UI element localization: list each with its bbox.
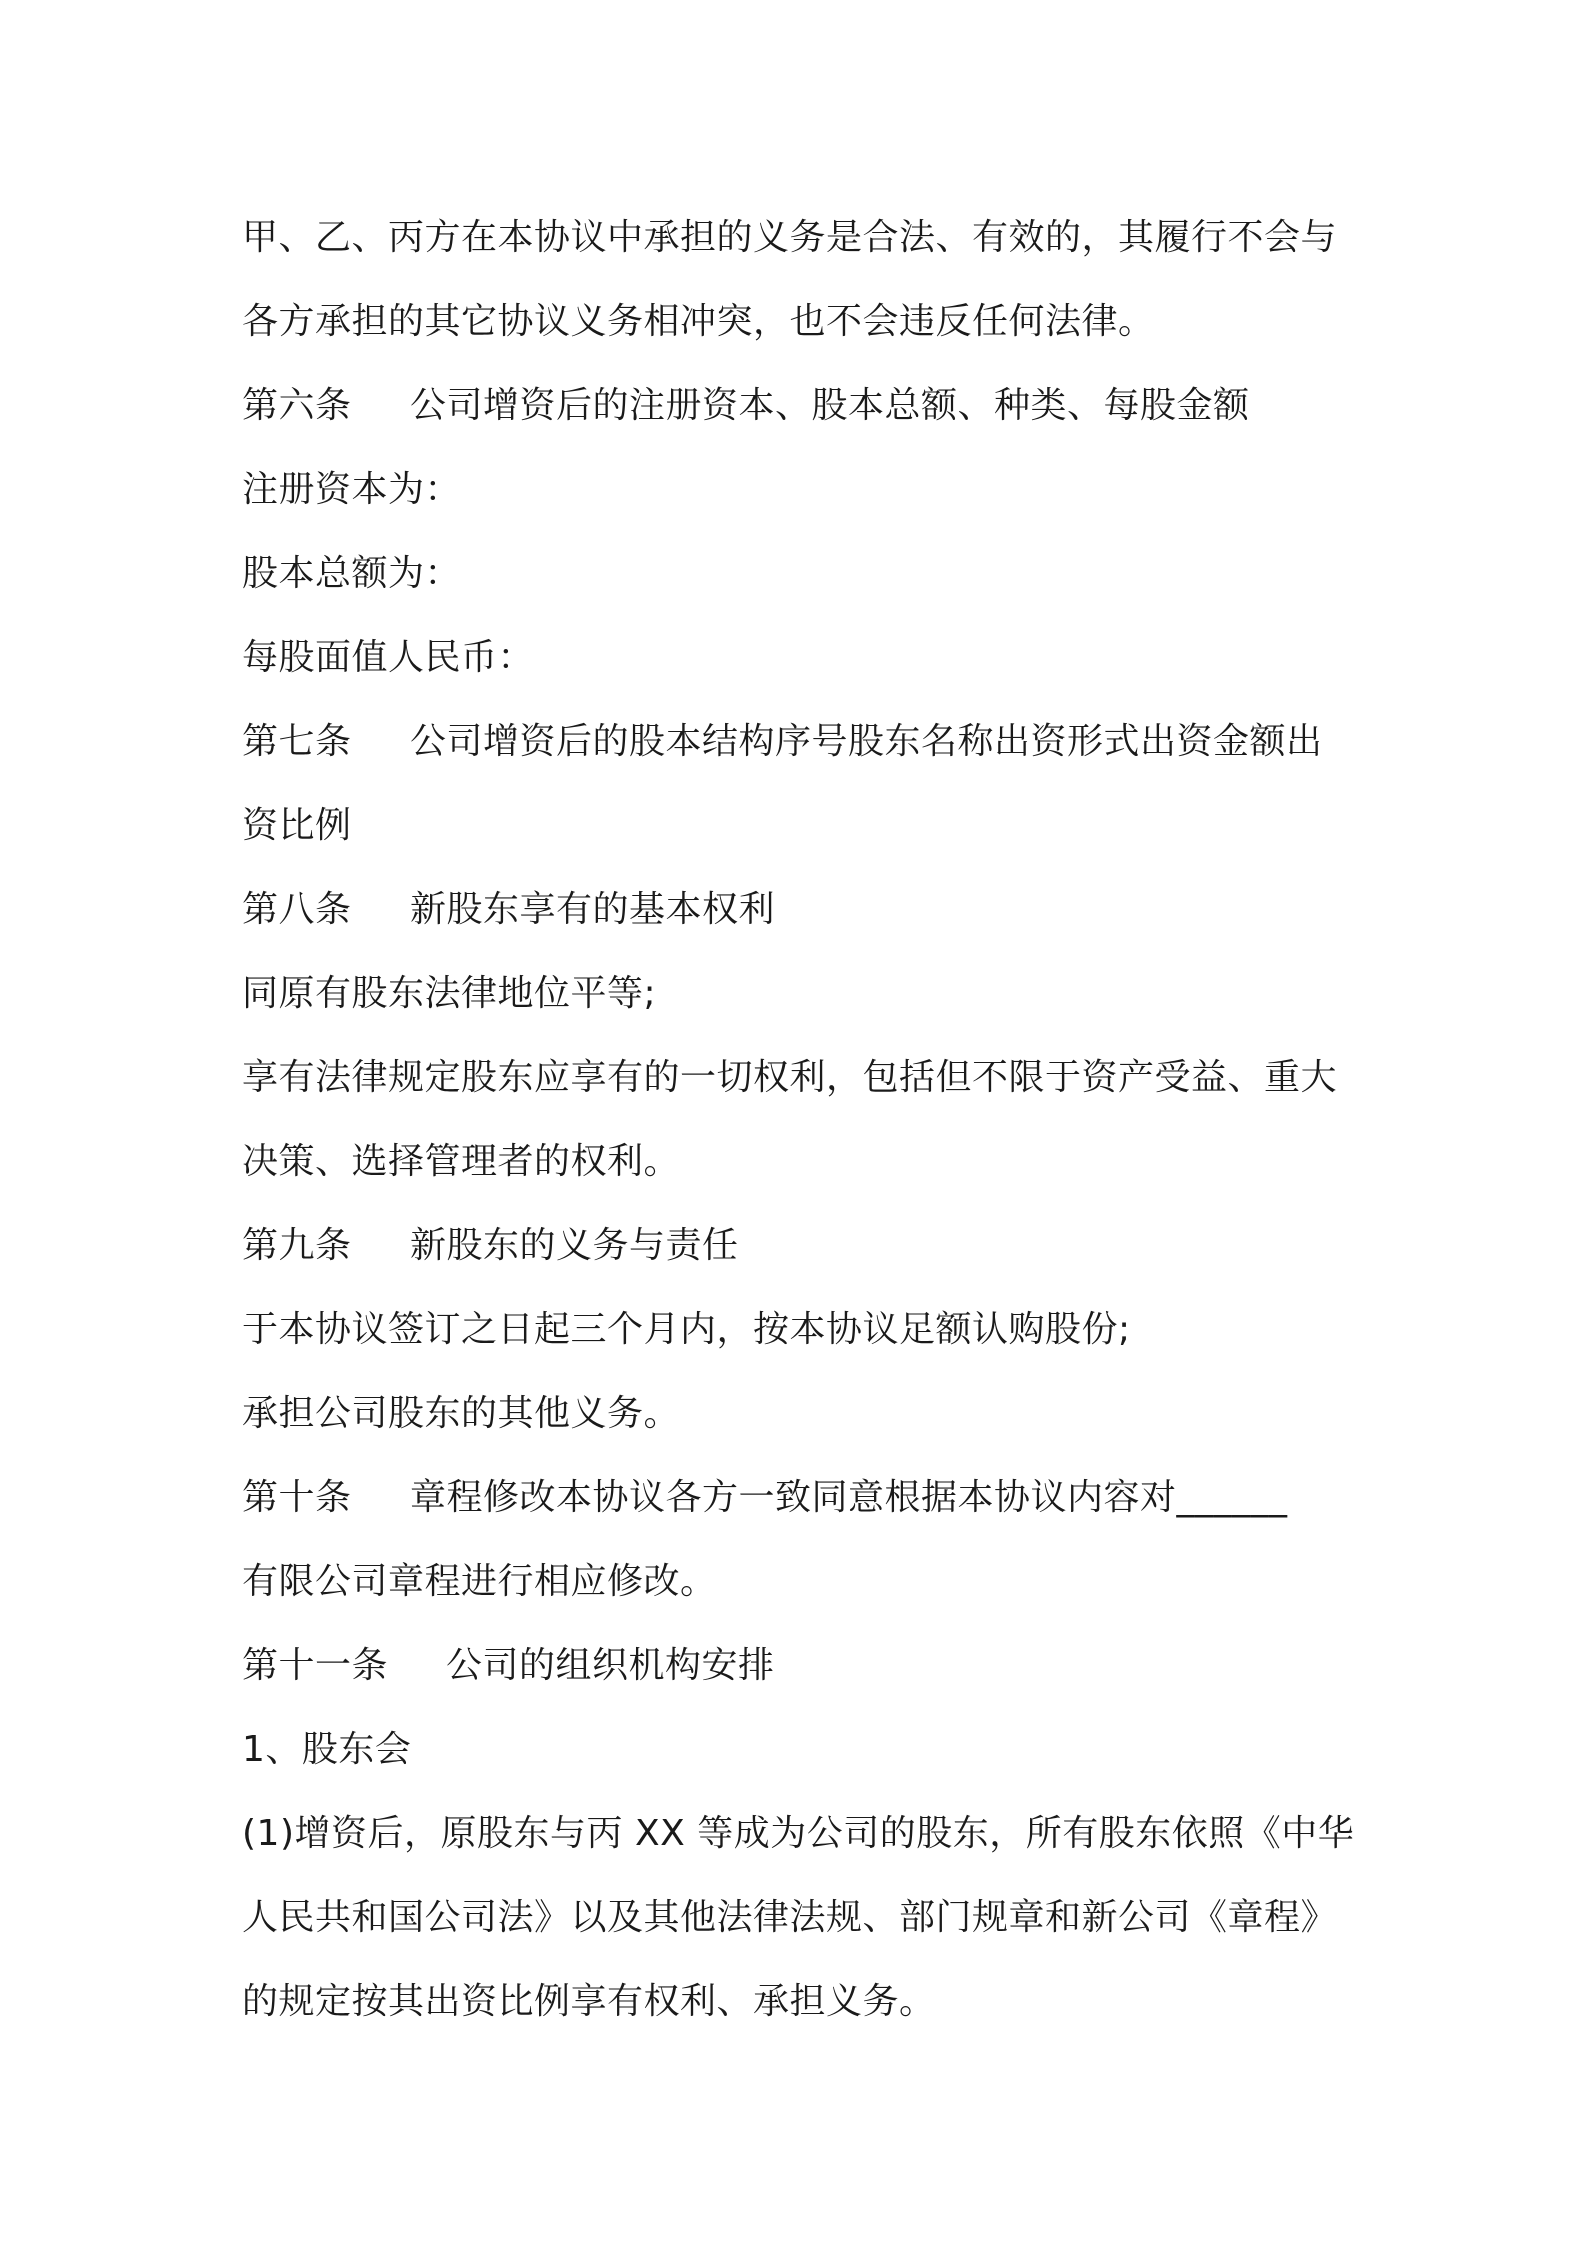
paragraph-line: 注册资本为： xyxy=(242,469,462,510)
article-title: 公司的组织机构安排 xyxy=(446,1645,775,1686)
document-body xyxy=(242,196,1362,2044)
article-title: 公司增资后的注册资本、股本总额、种类、每股金额 xyxy=(410,385,1250,426)
paragraph-line: 决策、选择管理者的权利。 xyxy=(242,1141,681,1182)
paragraph-line: (1)增资后，原股东与丙 XX 等成为公司的股东，所有股东依照《中华 xyxy=(242,1813,1355,1854)
article-number: 第九条 xyxy=(242,1225,352,1266)
paragraph-line: 于本协议签订之日起三个月内，按本协议足额认购股份; xyxy=(242,1309,1131,1350)
article-number: 第六条 xyxy=(242,385,352,426)
article-heading-7 xyxy=(242,700,1362,784)
article-number: 第十一条 xyxy=(242,1645,389,1686)
paragraph-line: 的规定按其出资比例享有权利、承担义务。 xyxy=(242,1981,936,2022)
paragraph-line: 各方承担的其它协议义务相冲突，也不会违反任何法律。 xyxy=(242,301,1155,342)
paragraph-line: 同原有股东法律地位平等; xyxy=(242,973,657,1014)
paragraph-line: 股本总额为： xyxy=(242,553,462,594)
article-heading-6 xyxy=(242,364,1362,448)
article-heading-8 xyxy=(242,868,1362,952)
article-heading-9 xyxy=(242,1204,1362,1288)
paragraph-line: 享有法律规定股东应享有的一切权利，包括但不限于资产受益、重大 xyxy=(242,1057,1338,1098)
article-title: 新股东享有的基本权利 xyxy=(410,889,776,930)
paragraph-line: 人民共和国公司法》以及其他法律法规、部门规章和新公司《章程》 xyxy=(242,1897,1338,1938)
article-title: 章程修改本协议各方一致同意根据本协议内容对______ xyxy=(410,1477,1288,1518)
article-number: 第十条 xyxy=(242,1477,352,1518)
article-heading-10 xyxy=(242,1456,1362,1540)
article-heading-11 xyxy=(242,1624,1362,1708)
paragraph-line: 资比例 xyxy=(242,805,352,846)
section-heading: 1、股东会 xyxy=(242,1729,412,1770)
article-title: 公司增资后的股本结构序号股东名称出资形式出资金额出 xyxy=(410,721,1323,762)
article-number: 第七条 xyxy=(242,721,352,762)
paragraph-line: 承担公司股东的其他义务。 xyxy=(242,1393,681,1434)
paragraph-line: 每股面值人民币： xyxy=(242,637,535,678)
article-title: 新股东的义务与责任 xyxy=(410,1225,739,1266)
article-number: 第八条 xyxy=(242,889,352,930)
paragraph-line: 甲、乙、丙方在本协议中承担的义务是合法、有效的，其履行不会与 xyxy=(242,217,1338,258)
paragraph-line: 有限公司章程进行相应修改。 xyxy=(242,1561,717,1602)
